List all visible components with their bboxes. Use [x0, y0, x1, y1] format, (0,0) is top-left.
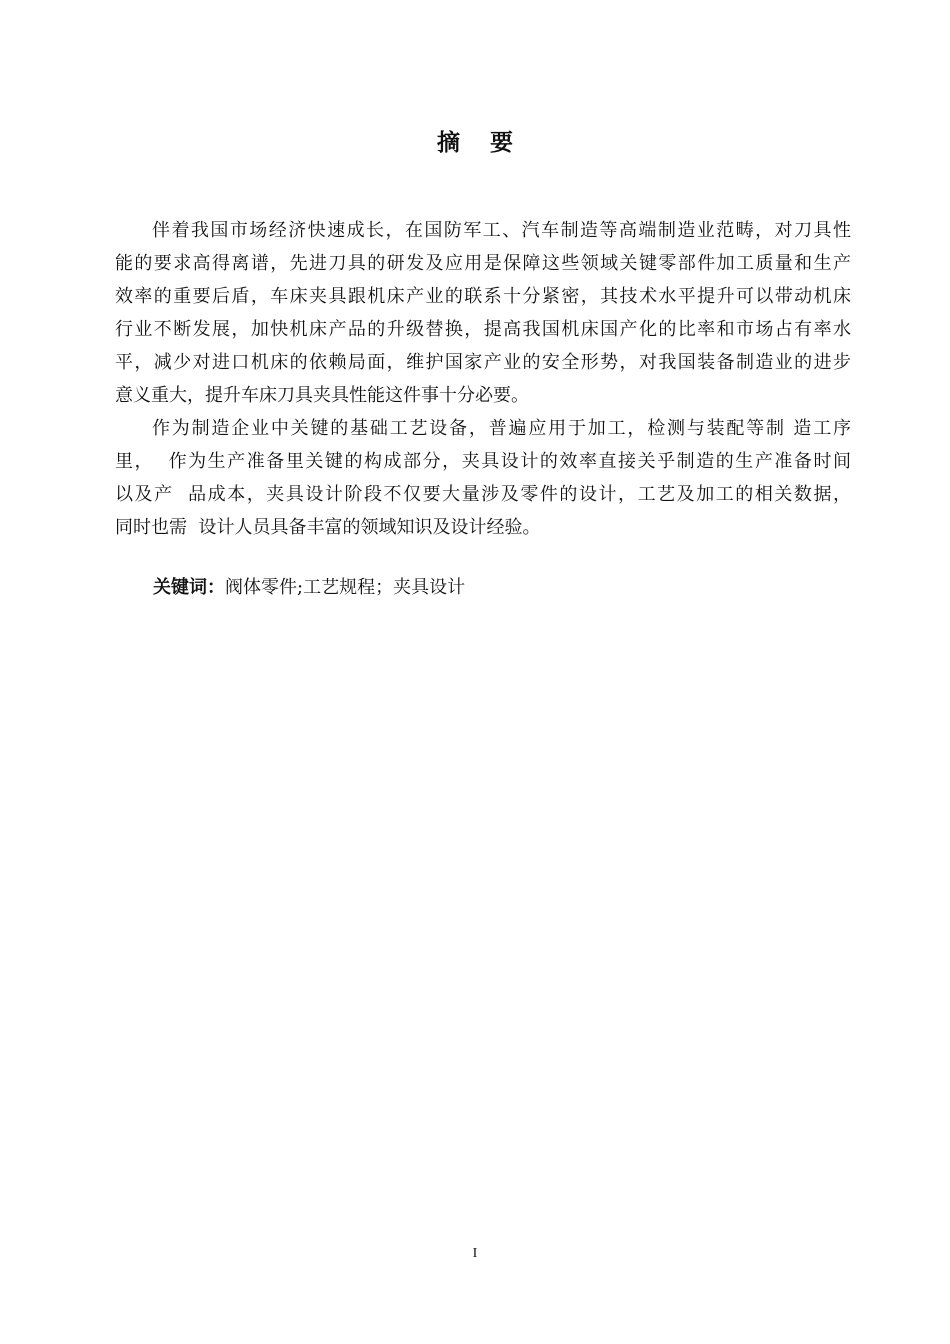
keywords-label: 关键词： — [153, 577, 225, 598]
paragraph-line: 能的要求高得离谱，先进刀具的研发及应用是保障这些领域关键零部件加工质量和生产 — [115, 253, 851, 274]
paragraph-line: 同时也需 设计人员具备丰富的领域知识及设计经验。 — [115, 517, 541, 538]
abstract-title-char-2: 要 — [490, 130, 513, 156]
paragraph-line: 里， 作为生产准备里关键的构成部分，夹具设计的效率直接关乎制造的生产准备时间 — [115, 451, 851, 472]
paragraph-2 — [115, 412, 851, 544]
paragraph-line: 伴着我国市场经济快速成长，在国防军工、汽车制造等高端制造业范畴，对刀具性 — [152, 220, 851, 241]
paragraph-line: 意义重大，提升车床刀具夹具性能这件事十分必要。 — [115, 385, 529, 406]
page-number: I — [472, 1246, 478, 1261]
abstract-title-char-1: 摘 — [437, 130, 460, 156]
keywords-line — [153, 574, 465, 602]
abstract-title — [0, 124, 950, 157]
abstract-body — [115, 214, 851, 544]
paragraph-line: 平，减少对进口机床的依赖局面，维护国家产业的安全形势，对我国装备制造业的进步 — [115, 352, 851, 373]
paragraph-line: 以及产 品成本，夹具设计阶段不仅要大量涉及零件的设计，工艺及加工的相关数据， — [115, 484, 851, 505]
paragraph-line: 效率的重要后盾，车床夹具跟机床产业的联系十分紧密，其技术水平提升可以带动机床 — [115, 286, 851, 307]
paragraph-line: 作为制造企业中关键的基础工艺设备，普遍应用于加工，检测与装配等制 造工序 — [152, 418, 851, 439]
keywords-value: 阀体零件;工艺规程；夹具设计 — [225, 577, 466, 598]
paragraph-line: 行业不断发展，加快机床产品的升级替换，提高我国机床国产化的比率和市场占有率水 — [115, 319, 851, 340]
paragraph-1 — [115, 214, 851, 412]
